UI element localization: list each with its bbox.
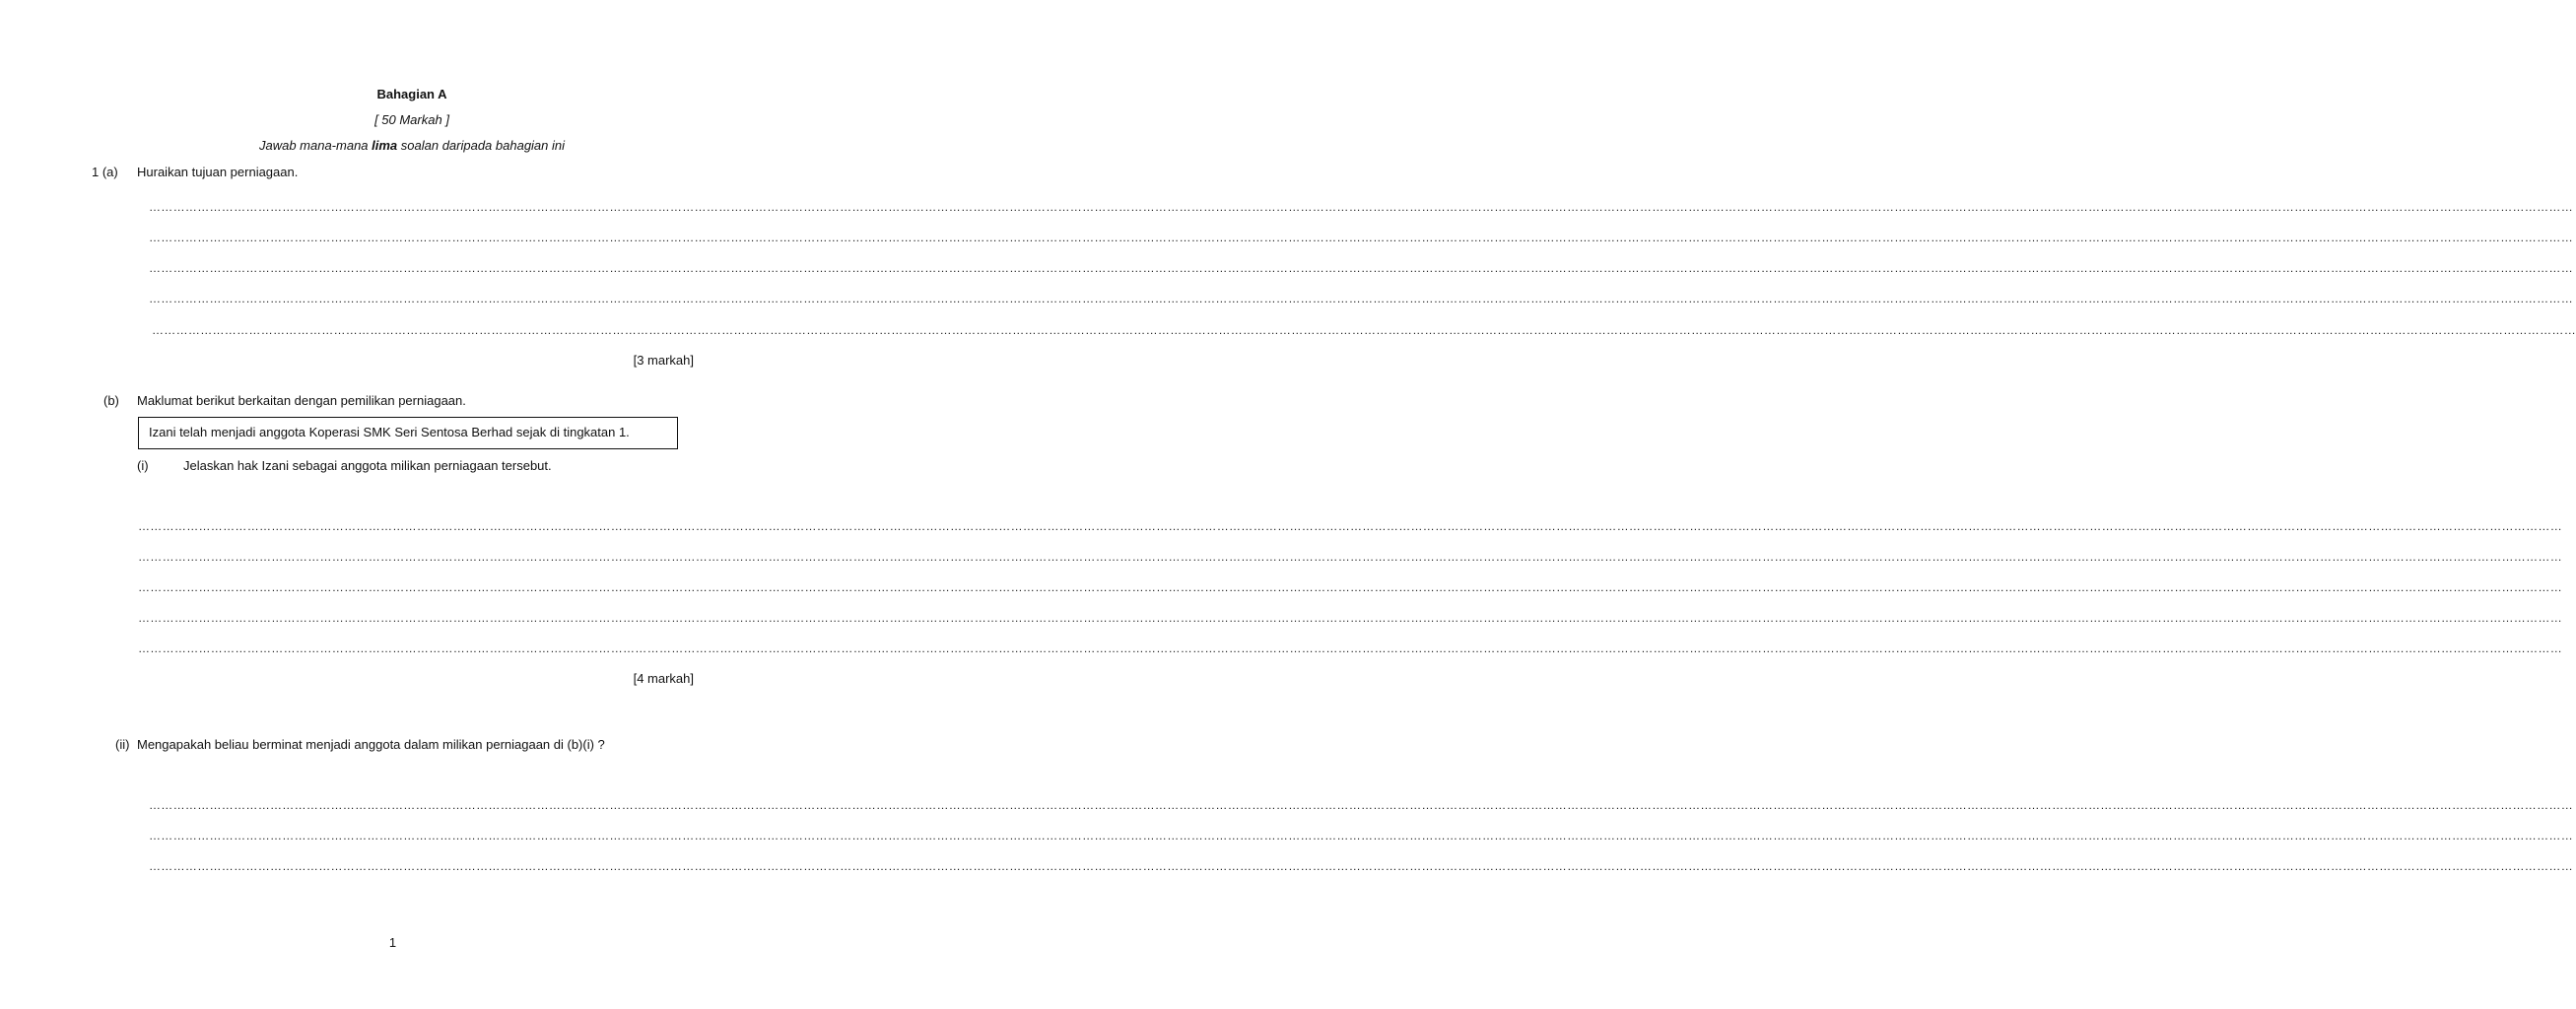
info-box-text: Izani telah menjadi anggota Koperasi SMK Seri Sentosa Berhad sejak di tingkatan 1. [149, 425, 630, 439]
question-1b-text: Maklumat berikut berkaitan dengan pemilikan perniagaan. [137, 393, 466, 408]
section-marks: [ 50 Markah ] [374, 112, 449, 127]
question-1a-text: Huraikan tujuan perniagaan. [137, 165, 299, 179]
answer-line[interactable]: …………………………………………………………………………………………………………………………………………………………………………………………………………………………………………………………………………………………………………………………………………………………………………………………………………………………………………………………………………………………………………………………………………………… [149, 292, 2573, 305]
answer-line[interactable]: …………………………………………………………………………………………………………………………………………………………………………………………………………………………………………………………………………………………………………………………………………………………………………………………………………………………………………………………………………………………………………………………………………………… [149, 231, 2573, 244]
answer-line[interactable]: …………………………………………………………………………………………………………………………………………………………………………………………………………………………………………………………………………………………………………………………………………………………………………………………………………………………………………………………………………………………………………………………………………………… [149, 261, 2573, 275]
answer-line[interactable]: …………………………………………………………………………………………………………………………………………………………………………………………………………………………………………………………………………………………………………………………………………………………………………………………………………………………………………………………………………………………………………………………………………………… [149, 859, 2573, 873]
question-1a-number: 1 (a) [92, 165, 118, 179]
question-1a-marks: [3 markah] [633, 353, 694, 368]
question-1b-i-marks: [4 markah] [633, 671, 694, 686]
question-1b-i-number: (i) [137, 458, 149, 473]
question-1b-number: (b) [103, 393, 119, 408]
answer-line[interactable]: …………………………………………………………………………………………………………………………………………………………………………………………………………………………………………………………………………………………………………………………………………………………………………………………………………………………………………………………………………………………………………………………………………………… [138, 550, 2562, 564]
instruction-pre: Jawab mana-mana [258, 138, 373, 153]
page-number: 1 [388, 935, 397, 950]
answer-line[interactable]: …………………………………………………………………………………………………………………………………………………………………………………………………………………………………………………………………………………………………………………………………………………………………………………………………………………………………………………………………………………………………………………………………………………… [149, 200, 2573, 214]
answer-line[interactable]: …………………………………………………………………………………………………………………………………………………………………………………………………………………………………………………………………………………………………………………………………………………………………………………………………………………………………………………………………………………………………………………………………………………… [149, 798, 2573, 812]
answer-line[interactable]: …………………………………………………………………………………………………………………………………………………………………………………………………………………………………………………………………………………………………………………………………………………………………………………………………………………………………………………………………………………………………………………………………………………… [138, 641, 2562, 655]
section-title: Bahagian A [376, 87, 447, 101]
answer-line[interactable]: …………………………………………………………………………………………………………………………………………………………………………………………………………………………………………………………………………………………………………………………………………………………………………………………………………………………………………………………………………………………………………………………………………………… [152, 323, 2576, 337]
info-box [138, 417, 678, 449]
answer-line[interactable]: …………………………………………………………………………………………………………………………………………………………………………………………………………………………………………………………………………………………………………………………………………………………………………………………………………………………………………………………………………………………………………………………………………………… [138, 519, 2562, 533]
answer-line[interactable]: …………………………………………………………………………………………………………………………………………………………………………………………………………………………………………………………………………………………………………………………………………………………………………………………………………………………………………………………………………………………………………………………………………………… [138, 611, 2562, 625]
question-1b-i-text: Jelaskan hak Izani sebagai anggota milikan perniagaan tersebut. [183, 458, 552, 473]
section-instruction [0, 138, 824, 153]
answer-line[interactable]: …………………………………………………………………………………………………………………………………………………………………………………………………………………………………………………………………………………………………………………………………………………………………………………………………………………………………………………………………………………………………………………………………………………… [149, 829, 2573, 842]
instruction-bold: lima [372, 138, 398, 153]
question-1b-ii-text: Mengapakah beliau berminat menjadi anggota dalam milikan perniagaan di (b)(i) ? [137, 737, 605, 752]
instruction-post: soalan daripada bahagian ini [397, 138, 566, 153]
question-1b-ii-number: (ii) [115, 737, 130, 752]
answer-line[interactable]: …………………………………………………………………………………………………………………………………………………………………………………………………………………………………………………………………………………………………………………………………………………………………………………………………………………………………………………………………………………………………………………………………………………… [138, 580, 2562, 594]
